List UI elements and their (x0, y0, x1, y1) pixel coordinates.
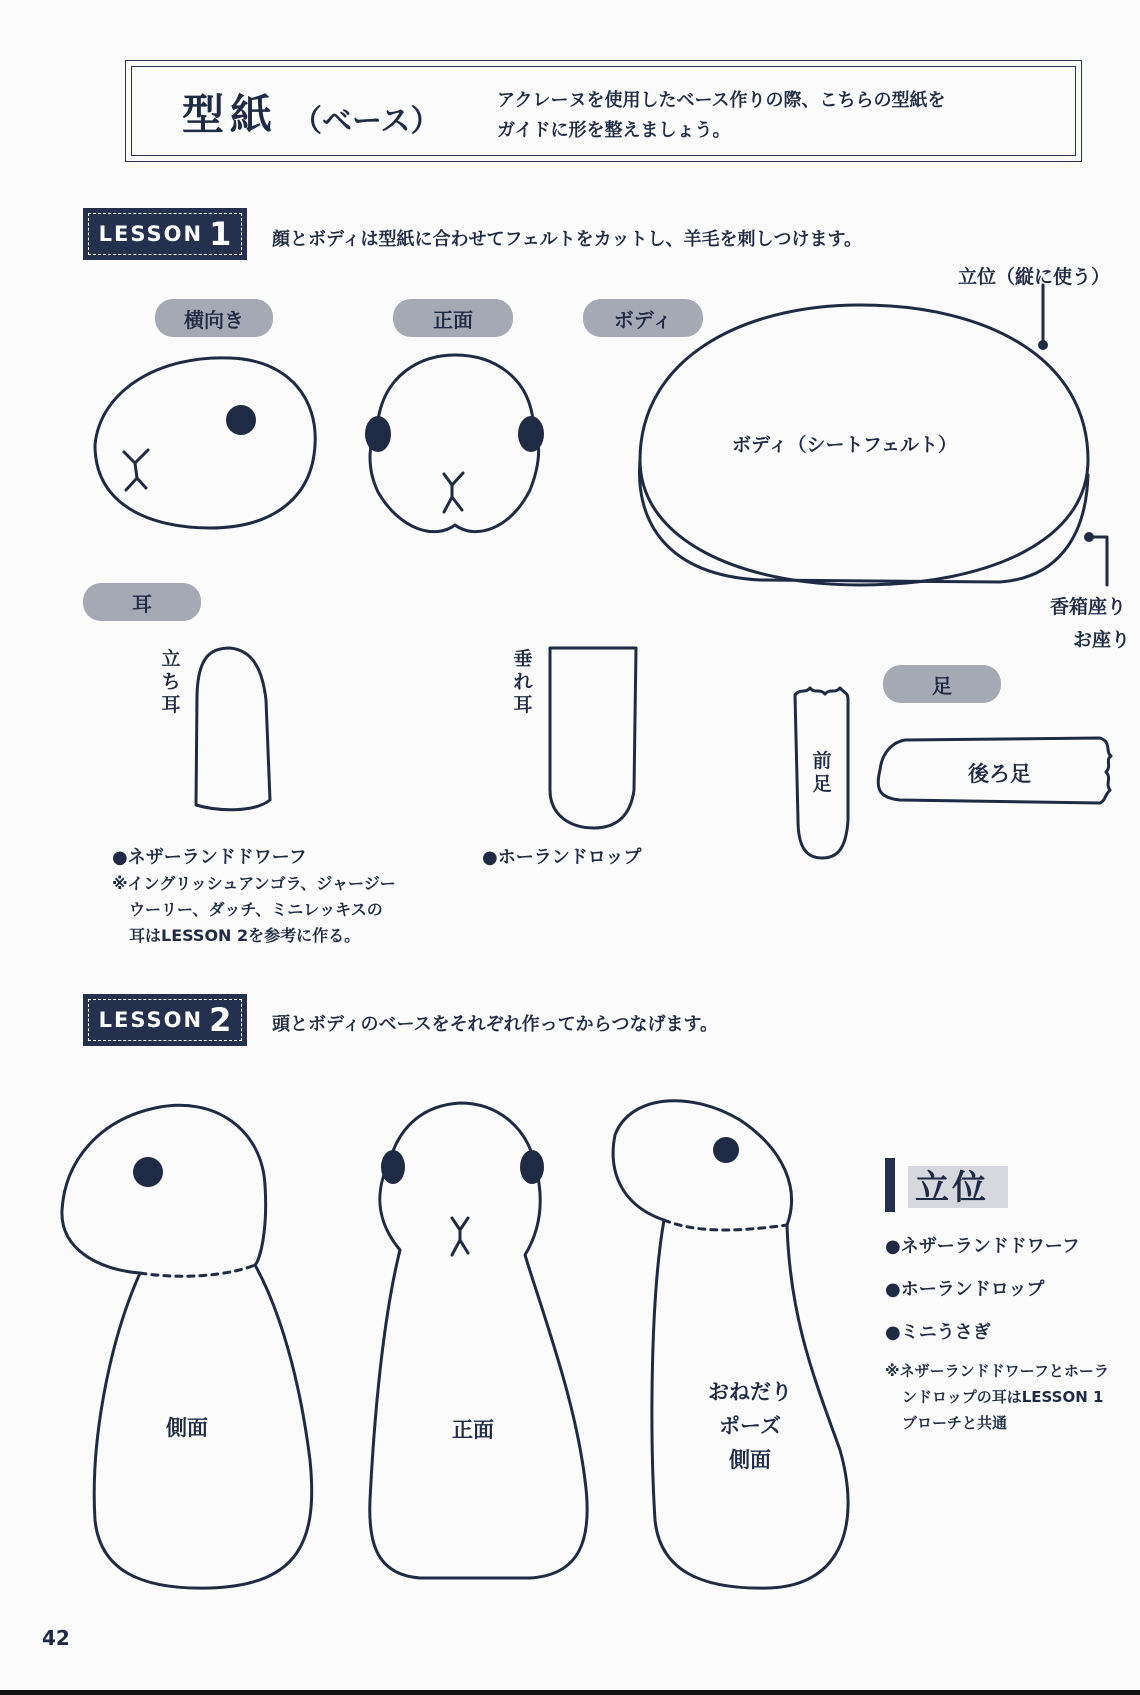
label-back-foot: 後ろ足 (968, 762, 1031, 786)
lesson1-text: 顔とボディは型紙に合わせてフェルトをカットし、羊毛を刺しつけます。 (272, 229, 863, 250)
pill-foot: 足 (883, 665, 1001, 703)
pose-line: おねだり (708, 1380, 792, 1404)
lesson2-side-pattern (62, 1105, 312, 1588)
lesson1-badge-number: 1 (209, 215, 232, 253)
lop-ear-pattern (550, 648, 636, 828)
pose-line: ポーズ (719, 1414, 781, 1438)
note-line: ※ネザーランドドワーフとホーラ (885, 1362, 1109, 1380)
lesson2-begging-pattern (613, 1101, 848, 1588)
label-standing: 立位（縦に使う） (958, 266, 1111, 288)
eye-icon (713, 1137, 739, 1163)
note-line: 耳はLESSON 2を参考に作る。 (129, 926, 361, 945)
sitting-leader-line (1089, 537, 1107, 585)
eye-icon (133, 1157, 163, 1187)
label-box-sitting: 香箱座り (1050, 596, 1127, 618)
description-line: ガイドに形を整えましょう。 (497, 120, 731, 141)
lesson2-text: 頭とボディのベースをそれぞれ作ってからつなげます。 (272, 1014, 719, 1035)
front-head-pattern (365, 355, 544, 532)
pill-ear: 耳 (83, 583, 201, 621)
label-standing-ear: 立ち耳 (161, 648, 181, 716)
mouth-icon (124, 450, 148, 490)
note-line: ンドロップの耳はLESSON 1 (902, 1388, 1104, 1406)
description-line: アクレーヌを使用したベース作りの際、こちらの型紙を (497, 90, 946, 111)
lesson2-badge-word: LESSON (98, 1008, 204, 1032)
label-side-view: 側面 (166, 1416, 208, 1440)
bullet-holland: ●ホーランドロップ (885, 1279, 1045, 1300)
bullet-netherland: ●ネザーランドドワーフ (885, 1236, 1080, 1257)
lesson2-front-pattern (370, 1103, 587, 1578)
label-body-sheet: ボディ（シートフェルト） (732, 434, 957, 456)
bullet-mini: ●ミニうさぎ (885, 1322, 991, 1343)
note-line: ※イングリッシュアンゴラ、ジャージー (112, 874, 396, 893)
page-number: 42 (42, 1626, 70, 1650)
lesson1-badge-word: LESSON (98, 222, 204, 246)
pill-front: 正面 (393, 299, 513, 337)
front-foot-pattern (795, 688, 848, 858)
label-front-foot: 前足 (812, 750, 832, 795)
lesson2-badge-number: 2 (209, 1001, 232, 1039)
note-line: ブローチと共通 (902, 1414, 1008, 1432)
left-ear-mark-icon (381, 1150, 405, 1184)
body-pattern (639, 285, 1107, 585)
breed-holland: ●ホーランドロップ (482, 847, 642, 868)
page-subtitle: （ベース） (292, 104, 441, 139)
pill-side: 横向き (155, 299, 273, 337)
label-sitting: お座り (1073, 629, 1131, 651)
eye-icon (226, 405, 256, 435)
pill-body: ボディ (583, 299, 703, 337)
mouth-icon (452, 1218, 468, 1255)
page-title: 型紙 (182, 90, 279, 139)
right-ear-mark-icon (518, 416, 544, 452)
left-ear-mark-icon (365, 416, 391, 452)
label-front-view: 正面 (452, 1418, 494, 1442)
standing-ear-pattern (196, 648, 270, 810)
label-lop-ear: 垂れ耳 (513, 648, 533, 716)
mouth-icon (444, 473, 463, 512)
side-head-pattern (95, 358, 315, 528)
pose-line: 側面 (729, 1448, 771, 1472)
standing-heading: 立位 (915, 1168, 989, 1208)
back-foot-pattern (878, 738, 1111, 803)
breed-netherland: ●ネザーランドドワーフ (112, 847, 307, 868)
note-line: ウーリー、ダッチ、ミニレッキスの (129, 900, 383, 919)
right-ear-mark-icon (520, 1150, 544, 1184)
